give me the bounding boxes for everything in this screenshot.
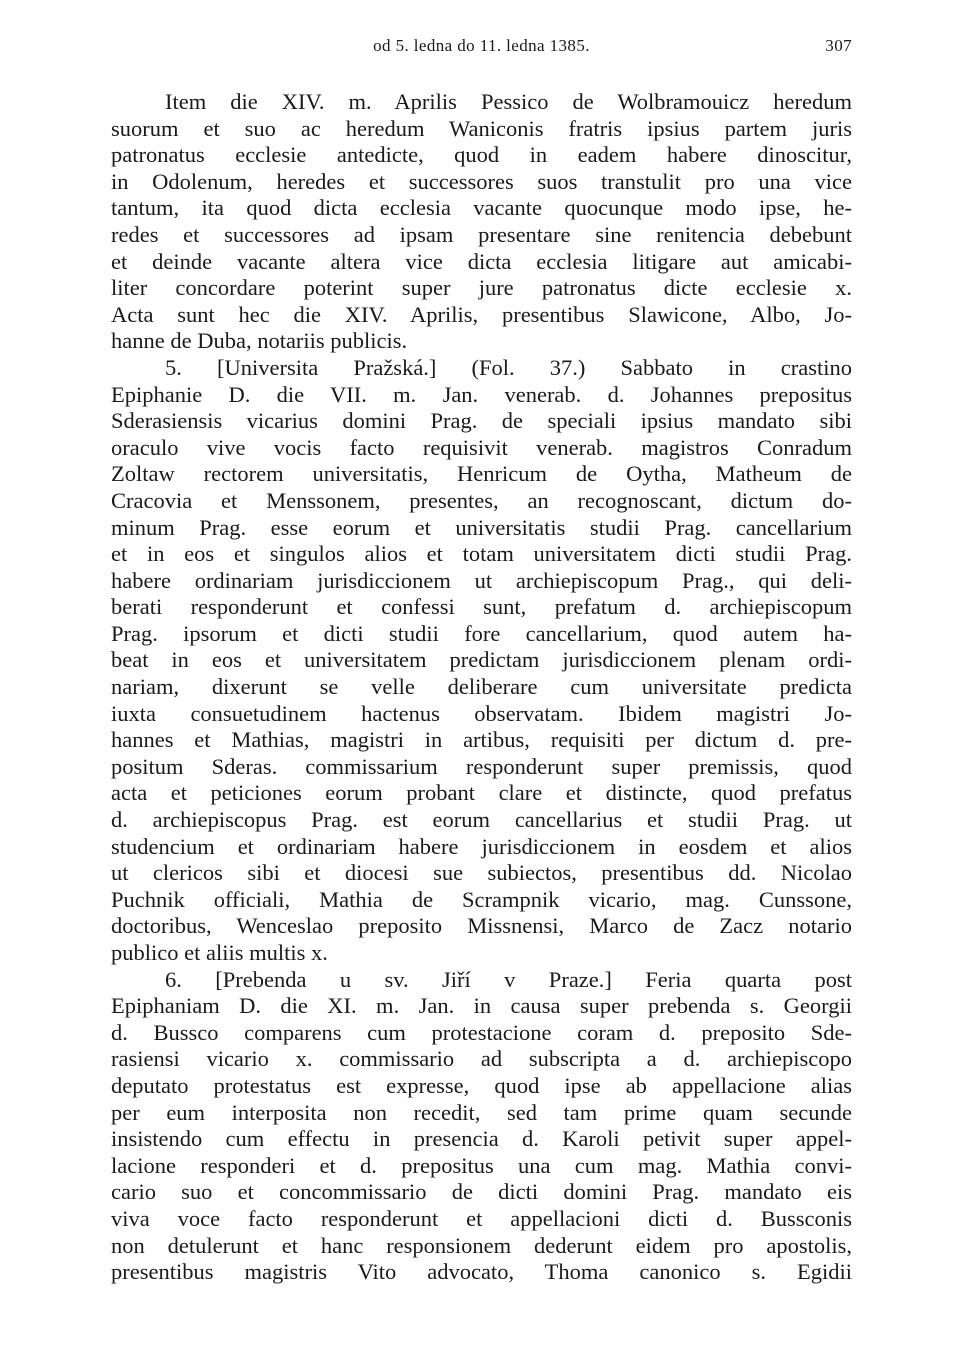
text-line: nariam, dixerunt se velle deliberare cum universitate predicta: [111, 674, 852, 700]
text-line: patronatus ecclesie antedicte, quod in eadem habere dinoscitur,: [111, 142, 852, 168]
text-line: liter concordare poterint super jure patronatus dicte ecclesie x.: [111, 275, 852, 301]
text-line: in Odolenum, heredes et successores suos transtulit pro una vice: [111, 168, 852, 194]
text-line: minum Prag. esse eorum et universitatis studii Prag. cancellarium: [111, 514, 852, 540]
text-line: hanne de Duba, notariis publicis.: [111, 328, 408, 354]
text-line: presentibus magistris Vito advocato, Thoma canonico s. Egidii: [111, 1259, 852, 1285]
text-line: Zoltaw rectorem universitatis, Henricum de Oytha, Matheum de: [111, 461, 852, 487]
text-line: berati responderunt et confessi sunt, prefatum d. archiepiscopum: [111, 594, 852, 620]
section-heading-line: 5. [Universita Pražská.] (Fol. 37.) Sabbato in crastino: [165, 354, 852, 380]
text-line: Puchnik officiali, Mathia de Scrampnik vicario, mag. Cunssone,: [111, 886, 852, 912]
text-line: Prag. ipsorum et dicti studii fore cancellarium, quod autem ha-: [111, 620, 852, 646]
text-line: oraculo vive vocis facto requisivit venerab. magistros Conradum: [111, 434, 852, 460]
text-line: cario suo et concommissario de dicti domini Prag. mandato eis: [111, 1179, 852, 1205]
text-line: Epiphanie D. die VII. m. Jan. venerab. d. Johannes prepositus: [111, 381, 852, 407]
text-line: viva voce facto responderunt et appellacioni dicti d. Bussconis: [111, 1205, 852, 1231]
text-line: publico et aliis multis x.: [111, 940, 328, 965]
running-title: od 5. ledna do 11. ledna 1385.: [373, 36, 590, 55]
text-line: d. Bussco comparens cum protestacione coram d. preposito Sde-: [111, 1019, 852, 1045]
text-line: tantum, ita quod dicta ecclesia vacante quocunque modo ipse, he-: [111, 195, 852, 221]
text-line: deputato protestatus est expresse, quod ipse ab appellacione alias: [111, 1072, 852, 1098]
text-line: suorum et suo ac heredum Waniconis fratris ipsius partem juris: [111, 115, 852, 141]
text-line: beat in eos et universitatem predictam jurisdiccionem plenam ordi-: [111, 647, 852, 673]
body-text: [111, 89, 852, 1286]
text-line: rasiensi vicario x. commissario ad subscripta a d. archiepiscopo: [111, 1046, 852, 1072]
text-line: et deinde vacante altera vice dicta ecclesia litigare aut amicabi-: [111, 248, 852, 274]
document-page: [111, 30, 852, 1286]
text-line: insistendo cum effectu in presencia d. Karoli petivit super appel-: [111, 1126, 852, 1152]
text-line: Sderasiensis vicarius domini Prag. de speciali ipsius mandato sibi: [111, 408, 852, 434]
text-line: lacione responderi et d. prepositus una cum mag. Mathia convi-: [111, 1152, 852, 1178]
text-line: redes et successores ad ipsam presentare sine renitencia debebunt: [111, 221, 852, 247]
text-line: d. archiepiscopus Prag. est eorum cancellarius et studii Prag. ut: [111, 807, 852, 833]
text-line: et in eos et singulos alios et totam universitatem dicti studii Prag.: [111, 541, 852, 567]
text-line: ut clericos sibi et diocesi sue subiectos, presentibus dd. Nicolao: [111, 860, 852, 886]
page-number: 307: [825, 36, 852, 55]
text-line: Epiphaniam D. die XI. m. Jan. in causa super prebenda s. Georgii: [111, 993, 852, 1019]
text-line: iuxta consuetudinem hactenus observatam. Ibidem magistri Jo-: [111, 700, 852, 726]
text-line: per eum interposita non recedit, sed tam prime quam secunde: [111, 1099, 852, 1125]
text-line: doctoribus, Wenceslao preposito Missnensi, Marco de Zacz notario: [111, 913, 852, 939]
text-line: habere ordinariam jurisdiccionem ut archiepiscopum Prag., qui deli-: [111, 567, 852, 593]
text-line: acta et peticiones eorum probant clare et distincte, quod prefatus: [111, 780, 852, 806]
text-line: hannes et Mathias, magistri in artibus, requisiti per dictum d. pre-: [111, 727, 852, 753]
text-line: Item die XIV. m. Aprilis Pessico de Wolbramouicz heredum: [165, 89, 852, 114]
text-line: studencium et ordinariam habere jurisdiccionem in eosdem et alios: [111, 833, 852, 859]
running-header: [111, 30, 852, 64]
section-heading-line: 6. [Prebenda u sv. Jiří v Praze.] Feria quarta post: [165, 966, 852, 992]
text-line: Cracovia et Menssonem, presentes, an recognoscant, dictum do-: [111, 487, 852, 513]
text-line: Acta sunt hec die XIV. Aprilis, presentibus Slawicone, Albo, Jo-: [111, 301, 852, 327]
text-line: positum Sderas. commissarium responderunt super premissis, quod: [111, 753, 852, 779]
text-line: non detulerunt et hanc responsionem dederunt eidem pro apostolis,: [111, 1232, 852, 1258]
